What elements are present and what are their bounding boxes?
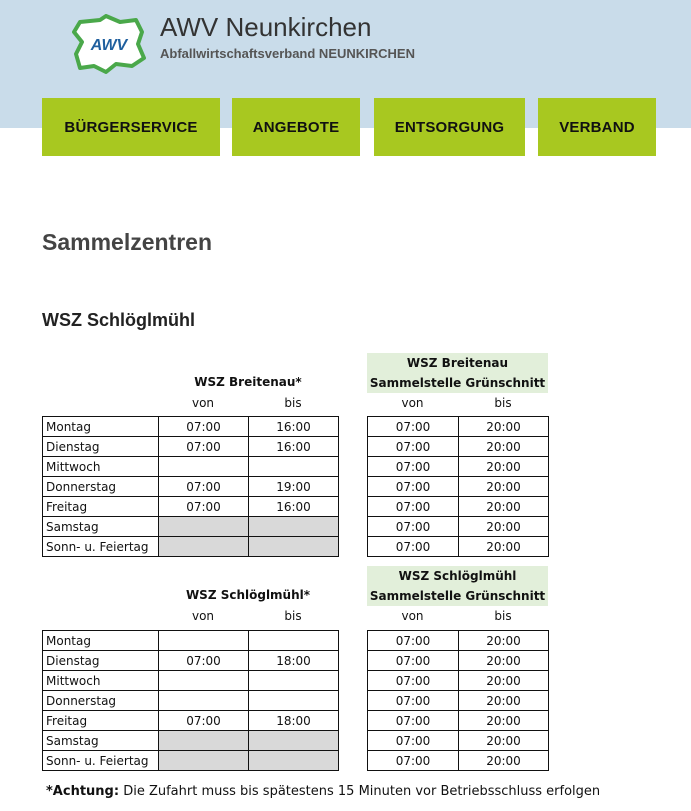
time-cell: 20:00 [459, 417, 549, 437]
time-cell [249, 671, 339, 691]
site-subtitle: Abfallwirtschaftsverband NEUNKIRCHEN [160, 46, 415, 61]
time-cell: 18:00 [249, 711, 339, 731]
time-cell: 07:00 [368, 517, 459, 537]
table-row [43, 457, 339, 477]
time-cell: 20:00 [459, 671, 549, 691]
access-note [46, 784, 600, 799]
closed-cell [159, 537, 249, 557]
closed-cell [249, 751, 339, 771]
time-cell: 20:00 [459, 517, 549, 537]
day-cell: Freitag [43, 497, 159, 517]
table-row [368, 517, 549, 537]
breitenau-col-bis: bis [284, 396, 302, 410]
nav-verband[interactable]: VERBAND [538, 98, 656, 156]
time-cell: 07:00 [368, 731, 459, 751]
time-cell [249, 691, 339, 711]
time-cell: 20:00 [459, 537, 549, 557]
time-cell: 07:00 [368, 671, 459, 691]
time-cell [159, 671, 249, 691]
table-row [43, 417, 339, 437]
time-cell: 07:00 [368, 497, 459, 517]
closed-cell [159, 731, 249, 751]
time-cell: 07:00 [368, 437, 459, 457]
nav-entsorgung[interactable]: ENTSORGUNG [374, 98, 525, 156]
closed-cell [249, 731, 339, 751]
time-cell: 07:00 [368, 417, 459, 437]
table-row [368, 457, 549, 477]
breitenau-gs-title-line2: Sammelstelle Grünschnitt [369, 376, 546, 390]
awv-logo[interactable] [72, 14, 146, 74]
day-cell: Dienstag [43, 437, 159, 457]
table-row [43, 477, 339, 497]
table-row [368, 477, 549, 497]
table-row [43, 691, 339, 711]
table-row [368, 417, 549, 437]
day-cell: Mittwoch [43, 457, 159, 477]
table-row [43, 631, 339, 651]
table-row [368, 437, 549, 457]
closed-cell [249, 537, 339, 557]
time-cell: 07:00 [368, 751, 459, 771]
table-row [43, 537, 339, 557]
section-title: WSZ Schlöglmühl [42, 310, 195, 330]
table-row [43, 731, 339, 751]
table-row [43, 651, 339, 671]
time-cell: 18:00 [249, 651, 339, 671]
breitenau-gs-header [367, 353, 548, 393]
schloeglmuehl-col-bis: bis [284, 609, 302, 623]
table-row [368, 711, 549, 731]
schloeglmuehl-gs-title-line1: WSZ Schlöglmühl [398, 569, 517, 583]
time-cell: 20:00 [459, 477, 549, 497]
time-cell: 20:00 [459, 497, 549, 517]
table-row [368, 537, 549, 557]
page-title: Sammelzentren [42, 229, 213, 255]
time-cell: 07:00 [159, 477, 249, 497]
day-cell: Montag [43, 631, 159, 651]
schloeglmuehl-title: WSZ Schlöglmühl* [185, 588, 311, 602]
day-cell: Sonn- u. Feiertag [43, 537, 159, 557]
breitenau-gs-col-bis: bis [494, 396, 512, 410]
day-cell: Donnerstag [43, 477, 159, 497]
table-row [43, 437, 339, 457]
day-cell: Freitag [43, 711, 159, 731]
day-cell: Samstag [43, 731, 159, 751]
breitenau-title: WSZ Breitenau* [194, 375, 302, 389]
time-cell: 16:00 [249, 417, 339, 437]
time-cell [159, 631, 249, 651]
table-row [43, 497, 339, 517]
day-cell: Samstag [43, 517, 159, 537]
schloeglmuehl-gs-header [367, 566, 548, 606]
breitenau-gs-hours-table [367, 416, 549, 557]
time-cell: 07:00 [159, 417, 249, 437]
time-cell [249, 457, 339, 477]
schloeglmuehl-gs-col-von: von [401, 609, 424, 623]
breitenau-gs-title-line1: WSZ Breitenau [406, 356, 509, 370]
time-cell: 20:00 [459, 457, 549, 477]
day-cell: Donnerstag [43, 691, 159, 711]
time-cell: 20:00 [459, 691, 549, 711]
time-cell: 19:00 [249, 477, 339, 497]
schloeglmuehl-gs-hours-table [367, 630, 549, 771]
time-cell: 07:00 [368, 631, 459, 651]
nav-angebote[interactable]: ANGEBOTE [232, 98, 360, 156]
note-text: Die Zufahrt muss bis spätestens 15 Minuten vor Betriebsschluss erfolgen [119, 784, 601, 799]
table-row [368, 497, 549, 517]
schloeglmuehl-col-von: von [191, 609, 215, 623]
day-cell: Dienstag [43, 651, 159, 671]
schloeglmuehl-hours-table [42, 630, 339, 771]
time-cell: 07:00 [368, 457, 459, 477]
table-row [43, 751, 339, 771]
closed-cell [159, 517, 249, 537]
table-row [368, 691, 549, 711]
closed-cell [249, 517, 339, 537]
time-cell: 20:00 [459, 751, 549, 771]
time-cell: 20:00 [459, 651, 549, 671]
time-cell: 07:00 [368, 537, 459, 557]
time-cell: 07:00 [368, 691, 459, 711]
time-cell: 16:00 [249, 497, 339, 517]
table-row [43, 711, 339, 731]
schloeglmuehl-gs-col-bis: bis [494, 609, 512, 623]
table-row [368, 751, 549, 771]
time-cell: 07:00 [368, 711, 459, 731]
day-cell: Montag [43, 417, 159, 437]
time-cell [159, 691, 249, 711]
nav-buergerservice[interactable]: BÜRGERSERVICE [42, 98, 220, 156]
time-cell: 07:00 [159, 437, 249, 457]
time-cell: 20:00 [459, 731, 549, 751]
time-cell [249, 631, 339, 651]
time-cell [159, 457, 249, 477]
table-row [368, 731, 549, 751]
table-row [43, 671, 339, 691]
time-cell: 07:00 [159, 711, 249, 731]
logo-text: AWV [90, 37, 128, 54]
time-cell: 16:00 [249, 437, 339, 457]
time-cell: 20:00 [459, 711, 549, 731]
breitenau-gs-col-von: von [401, 396, 424, 410]
breitenau-hours-table [42, 416, 339, 557]
table-row [368, 651, 549, 671]
breitenau-col-von: von [191, 396, 215, 410]
day-cell: Mittwoch [43, 671, 159, 691]
schloeglmuehl-gs-title-line2: Sammelstelle Grünschnitt [369, 589, 546, 603]
day-cell: Sonn- u. Feiertag [43, 751, 159, 771]
site-title[interactable]: AWV Neunkirchen [160, 12, 372, 42]
time-cell: 07:00 [159, 497, 249, 517]
time-cell: 07:00 [159, 651, 249, 671]
time-cell: 07:00 [368, 477, 459, 497]
time-cell: 20:00 [459, 437, 549, 457]
time-cell: 07:00 [368, 651, 459, 671]
table-row [43, 517, 339, 537]
time-cell: 20:00 [459, 631, 549, 651]
table-row [368, 631, 549, 651]
closed-cell [159, 751, 249, 771]
table-row [368, 671, 549, 691]
note-label: *Achtung: [46, 784, 120, 799]
